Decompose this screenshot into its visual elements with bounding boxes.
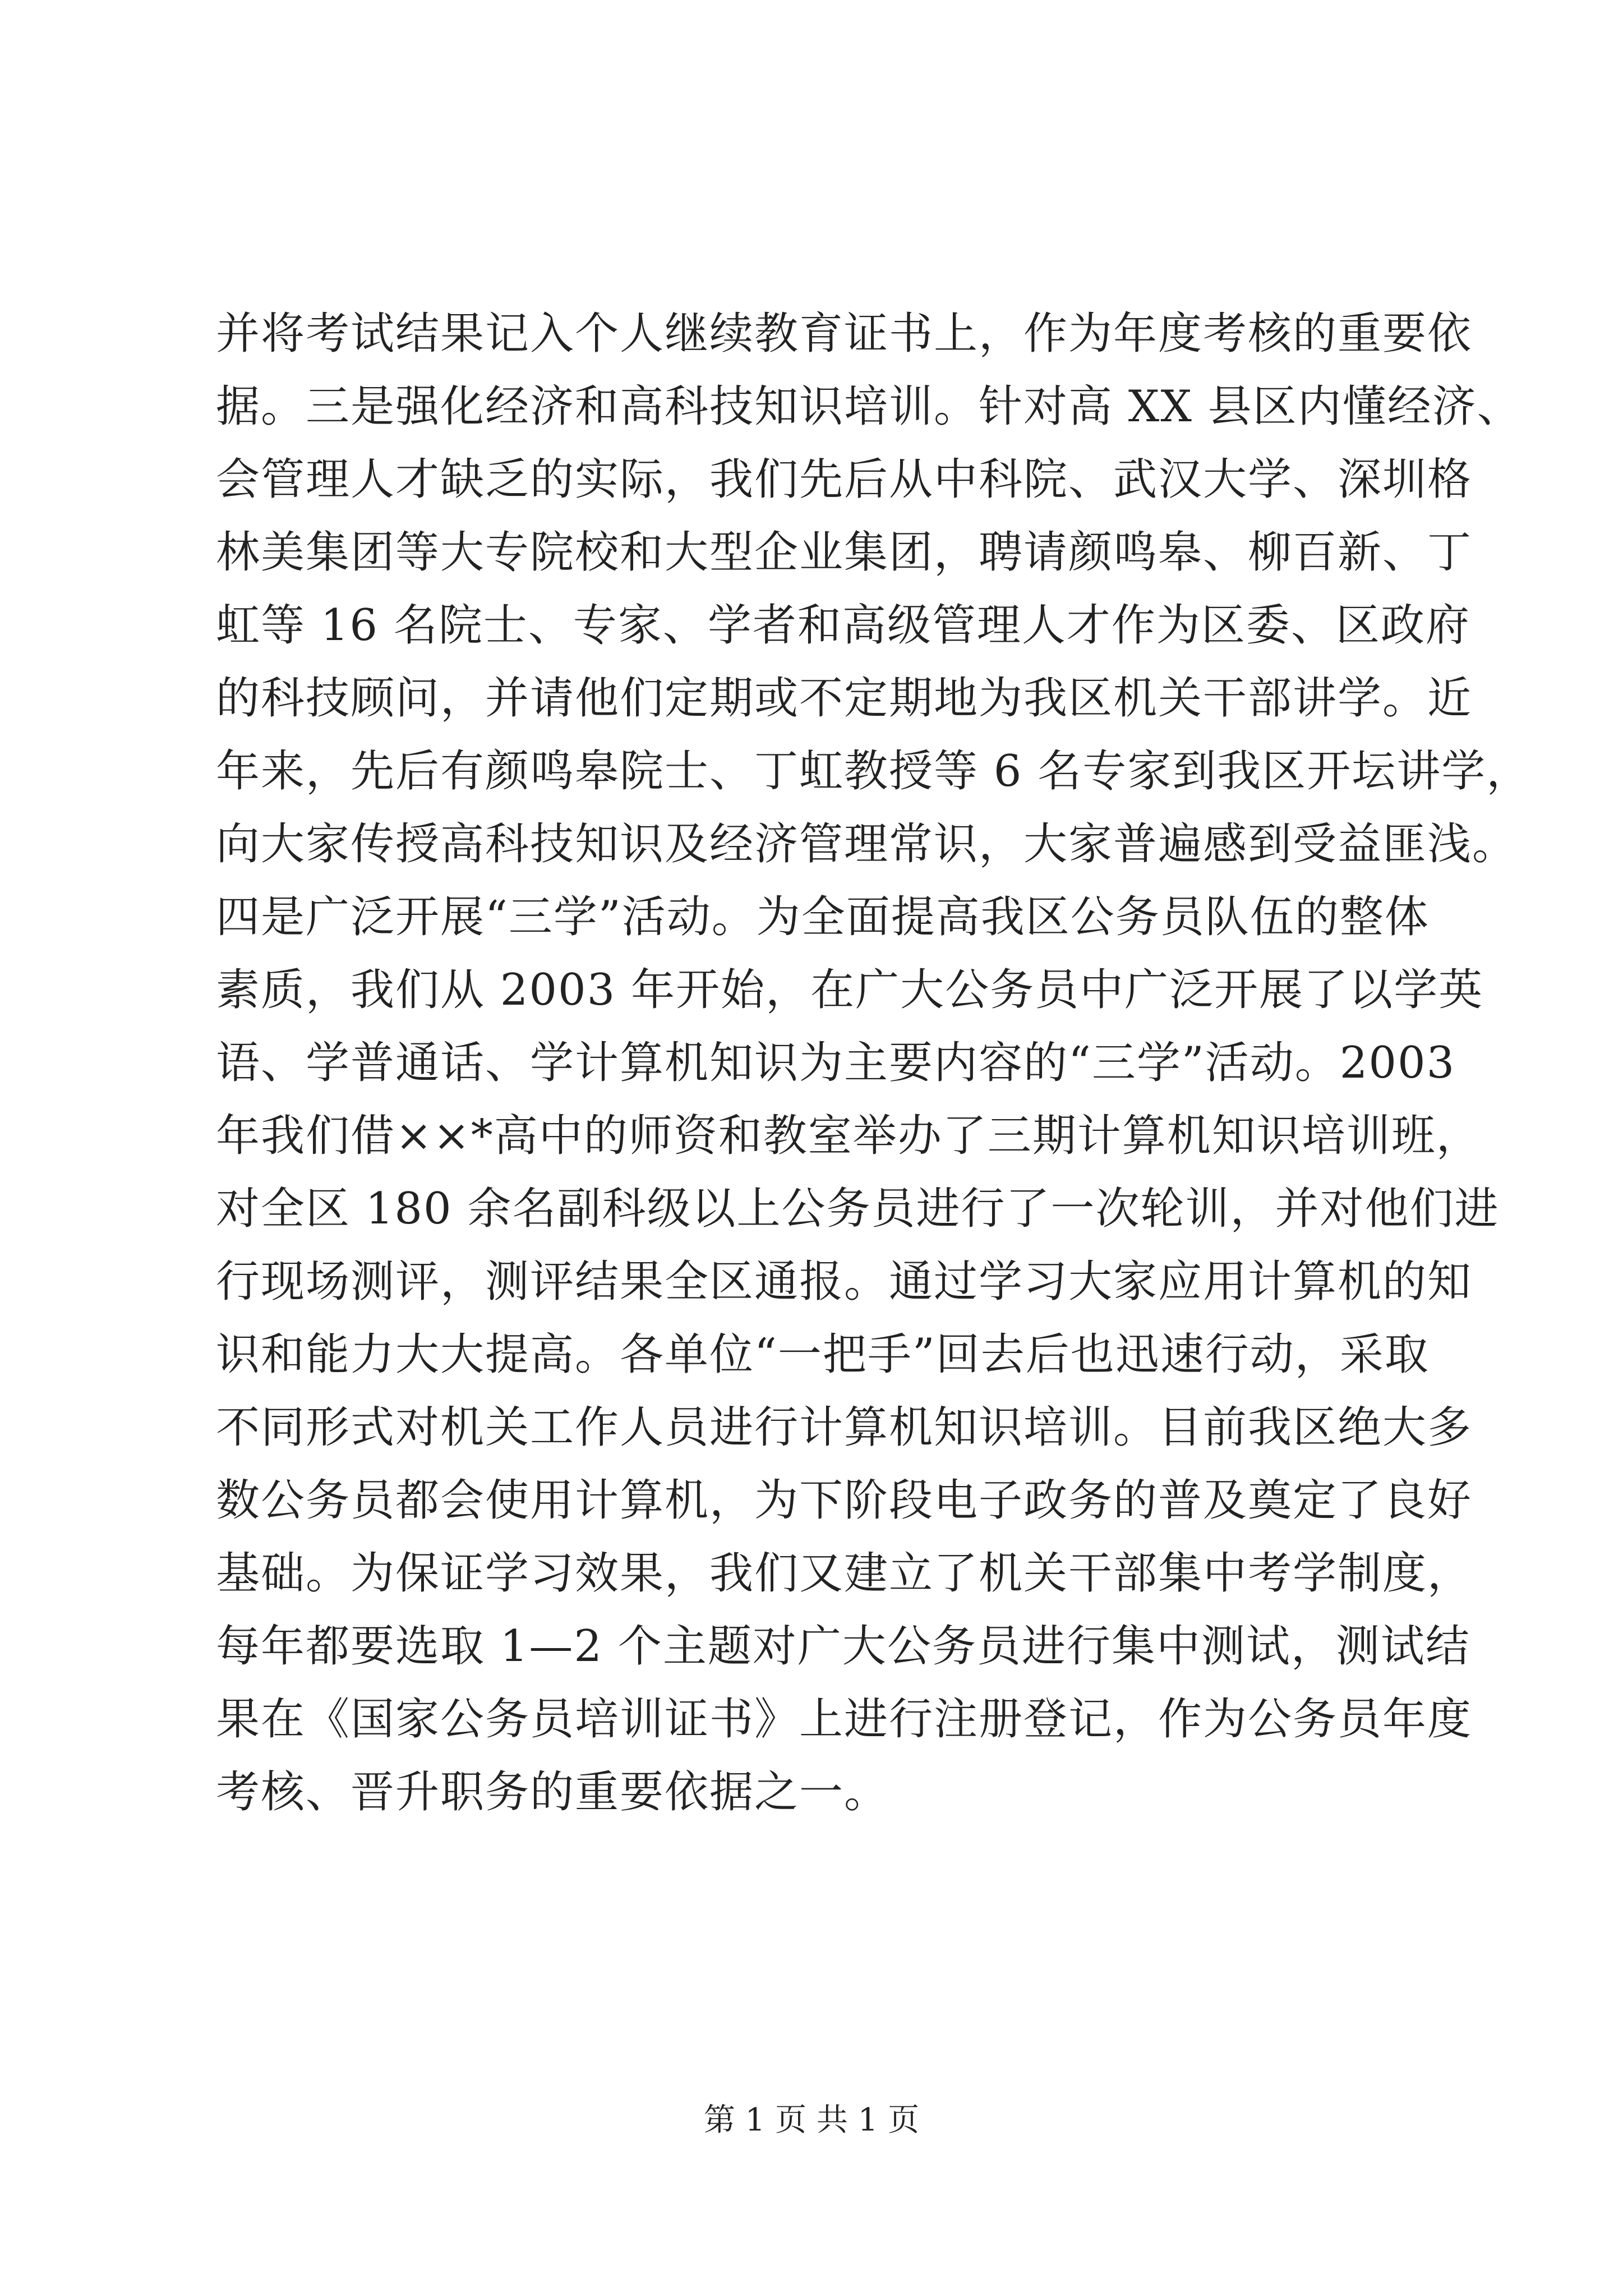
text-line: 年我们借××*高中的师资和教室举办了三期计算机知识培训班， bbox=[216, 1111, 1481, 1161]
text-line: 据。三是强化经济和高科技知识培训。针对高 XX 县区内懂经济、 bbox=[216, 381, 1522, 432]
text-line: 行现场测评，测评结果全区通报。通过学习大家应用计算机的知 bbox=[216, 1257, 1473, 1307]
text-line: 向大家传授高科技知识及经济管理常识，大家普遍感到受益匪浅。 bbox=[216, 819, 1518, 869]
text-line: 数公务员都会使用计算机，为下阶段电子政务的普及奠定了良好 bbox=[216, 1475, 1473, 1526]
text-line: 会管理人才缺乏的实际，我们先后从中科院、武汉大学、深圳格 bbox=[216, 454, 1473, 505]
text-line: 果在《国家公务员培训证书》上进行注册登记，作为公务员年度 bbox=[216, 1694, 1473, 1745]
text-line: 四是广泛开展“三学”活动。为全面提高我区公务员队伍的整体 bbox=[216, 892, 1430, 942]
text-line: 识和能力大大提高。各单位“一把手”回去后也迅速行动，采取 bbox=[216, 1329, 1430, 1380]
text-line: 对全区 180 余名副科级以上公务员进行了一次轮训，并对他们进 bbox=[216, 1184, 1500, 1234]
text-line: 素质，我们从 2003 年开始，在广大公务员中广泛开展了以学英 bbox=[216, 965, 1484, 1015]
text-line: 考核、晋升职务的重要依据之一。 bbox=[216, 1767, 889, 1818]
text-line: 语、学普通话、学计算机知识为主要内容的“三学”活动。2003 bbox=[216, 1038, 1456, 1088]
text-line: 林美集团等大专院校和大型企业集团，聘请颜鸣皋、柳百新、丁 bbox=[216, 527, 1473, 578]
page-number-footer: 第 1 页 共 1 页 bbox=[703, 2102, 920, 2138]
text-line: 每年都要选取 1—2 个主题对广大公务员进行集中测试，测试结 bbox=[216, 1621, 1470, 1672]
text-line: 虹等 16 名院士、专家、学者和高级管理人才作为区委、区政府 bbox=[216, 600, 1470, 651]
text-line: 的科技顾问，并请他们定期或不定期地为我区机关干部讲学。近 bbox=[216, 673, 1473, 724]
text-line: 并将考试结果记入个人继续教育证书上，作为年度考核的重要依 bbox=[216, 309, 1473, 359]
text-line: 基础。为保证学习效果，我们又建立了机关干部集中考学制度， bbox=[216, 1548, 1473, 1599]
text-line: 年来，先后有颜鸣皋院士、丁虹教授等 6 名专家到我区开坛讲学， bbox=[216, 746, 1532, 797]
text-line: 不同形式对机关工作人员进行计算机知识培训。目前我区绝大多 bbox=[216, 1402, 1473, 1453]
